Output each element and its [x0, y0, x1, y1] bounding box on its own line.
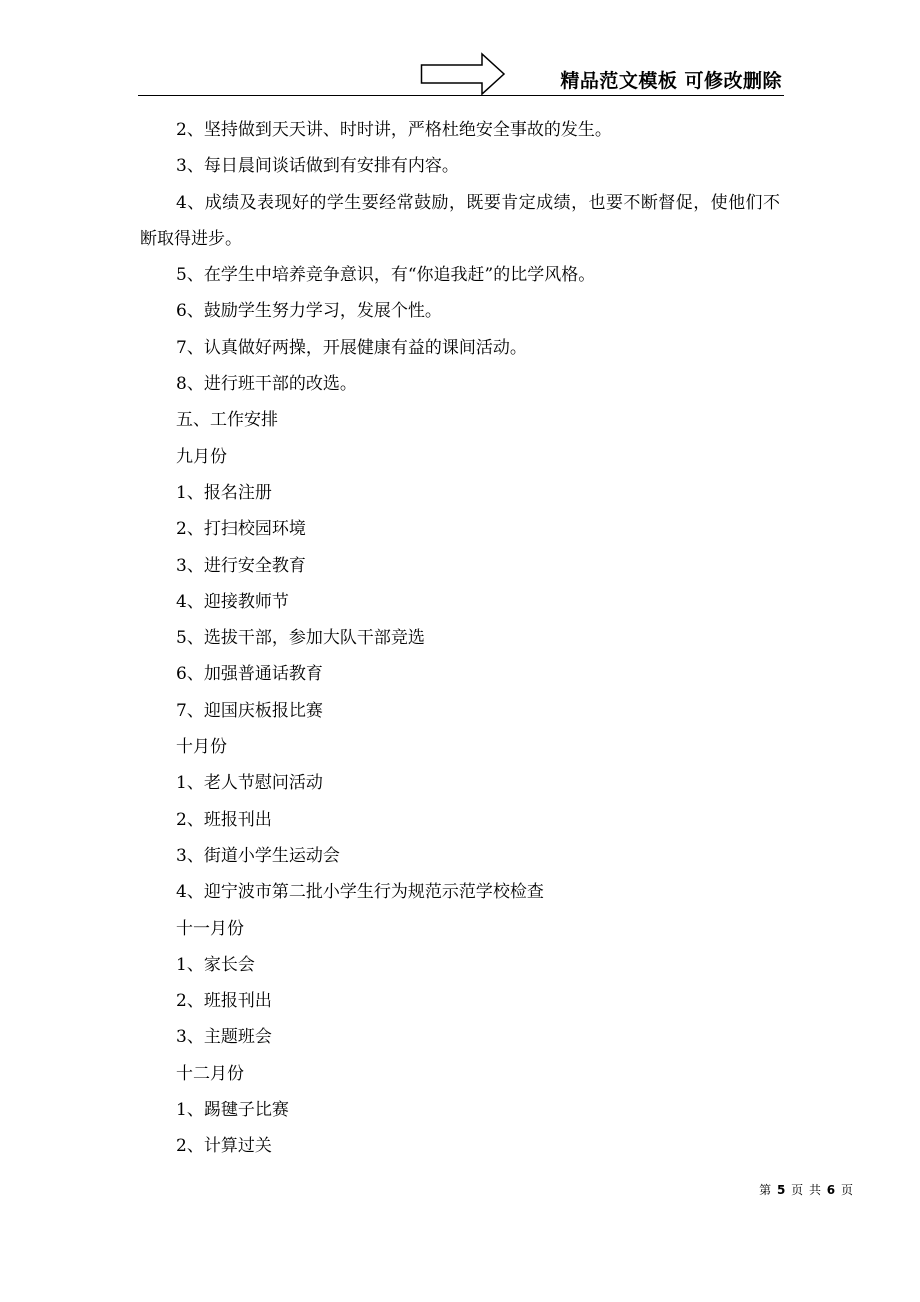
- right-arrow-outline-icon: [420, 52, 506, 96]
- list-item: 4、迎宁波市第二批小学生行为规范示范学校检查: [176, 882, 544, 903]
- section-heading: 五、工作安排: [176, 410, 278, 431]
- list-item: 2、班报刊出: [176, 809, 272, 830]
- list-item: 2、计算过关: [176, 1136, 272, 1157]
- page-header: [138, 48, 784, 98]
- current-page-number: 5: [776, 1183, 787, 1197]
- month-heading: 十二月份: [176, 1063, 244, 1084]
- footer-middle: 页 共: [791, 1183, 822, 1197]
- paragraph: 5、在学生中培养竞争意识，有“你追我赶”的比学风格。: [176, 265, 596, 286]
- list-item: 1、家长会: [176, 954, 255, 975]
- list-item: 4、迎接教师节: [176, 591, 289, 612]
- list-item: 3、进行安全教育: [176, 555, 306, 576]
- list-item: 2、班报刊出: [176, 991, 272, 1012]
- footer-suffix: 页: [840, 1183, 854, 1197]
- list-item: 1、踢毽子比赛: [176, 1100, 289, 1121]
- list-item: 1、报名注册: [176, 482, 272, 503]
- list-item: 6、加强普通话教育: [176, 664, 323, 685]
- list-item: 7、迎国庆板报比赛: [176, 700, 323, 721]
- header-divider: [138, 95, 784, 96]
- list-item: 1、老人节慰问活动: [176, 773, 323, 794]
- paragraph: 3、每日晨间谈话做到有安排有内容。: [176, 156, 459, 177]
- page-footer: [759, 1181, 854, 1198]
- header-title: 精品范文模板 可修改删除: [560, 70, 782, 92]
- document-body: [140, 112, 780, 1165]
- month-heading: 九月份: [176, 446, 227, 467]
- list-item: 2、打扫校园环境: [176, 519, 306, 540]
- list-item: 5、选拔干部，参加大队干部竞选: [176, 628, 425, 649]
- month-heading: 十月份: [176, 737, 227, 758]
- month-heading: 十一月份: [176, 918, 244, 939]
- total-page-count: 6: [826, 1183, 837, 1197]
- list-item: 3、街道小学生运动会: [176, 845, 340, 866]
- paragraph: 7、认真做好两操，开展健康有益的课间活动。: [176, 337, 527, 358]
- paragraph: 6、鼓励学生努力学习，发展个性。: [176, 301, 442, 322]
- paragraph: 4、成绩及表现好的学生要经常鼓励，既要肯定成绩，也要不断督促，使他们不断取得进步。: [140, 192, 780, 249]
- paragraph: 2、坚持做到天天讲、时时讲，严格杜绝安全事故的发生。: [176, 120, 612, 140]
- paragraph: 8、进行班干部的改选。: [176, 374, 357, 395]
- list-item: 3、主题班会: [176, 1027, 272, 1048]
- footer-prefix: 第: [759, 1183, 773, 1197]
